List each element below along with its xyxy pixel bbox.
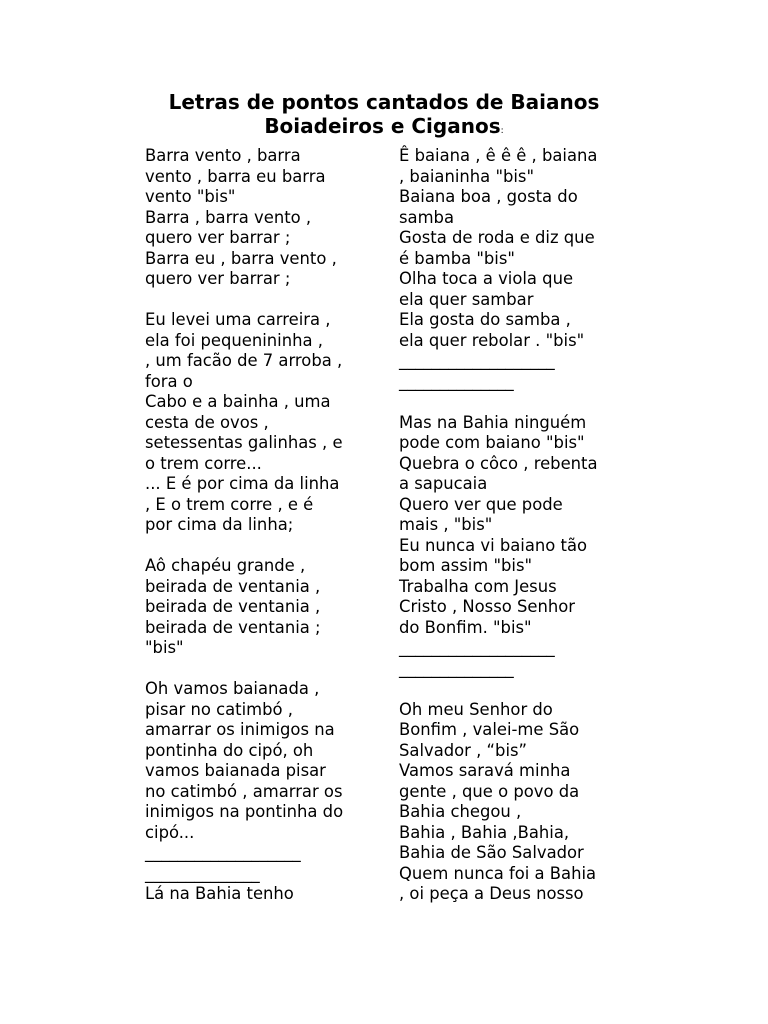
lyric-line <box>399 392 631 413</box>
lyric-line: samba <box>399 207 454 227</box>
lyric-line: Lá na Bahia tenho <box>145 884 294 903</box>
lyric-line: beirada de ventania , <box>145 597 321 616</box>
lyric-line: ___________________ <box>399 638 555 657</box>
lyric-line: ... E é por cima da linha <box>145 474 340 493</box>
lyric-line: Oh meu Senhor do <box>399 699 553 719</box>
lyric-line: pisar no catimbó , <box>145 699 293 719</box>
lyric-line: Gosta de roda e diz que <box>399 228 595 247</box>
lyric-line: Mas na Bahia ninguém <box>399 412 587 432</box>
lyric-line: Trabalha com Jesus <box>399 576 557 596</box>
left-lyrics-column <box>145 146 375 905</box>
lyric-line <box>145 290 375 311</box>
lyric-line: setessentas galinhas , e <box>145 433 343 452</box>
lyric-line: Bahia chegou , <box>399 802 522 821</box>
lyric-line: Barra eu , barra vento , <box>145 248 337 268</box>
lyric-line: beirada de ventania ; <box>145 617 321 637</box>
lyric-line: no catimbó , amarrar os <box>145 781 343 801</box>
document-title-text: Boiadeiros e Ciganos <box>264 114 501 138</box>
lyric-line: por cima da linha; <box>145 515 294 534</box>
lyric-line: ___________________ <box>145 843 301 862</box>
lyric-line: Ela gosta do samba , <box>399 310 571 329</box>
lyric-line: ___________________ <box>399 351 555 370</box>
lyric-line: Oh vamos baianada , <box>145 679 320 698</box>
lyric-line: Cabo e a bainha , uma <box>145 392 331 411</box>
lyric-line: vento , barra eu barra <box>145 166 326 186</box>
lyric-line <box>145 536 375 557</box>
lyric-line: , um facão de 7 arroba , <box>145 351 343 370</box>
lyric-line: Vamos saravá minha <box>399 761 571 780</box>
lyric-line: , oi peça a Deus nosso <box>399 884 584 903</box>
lyric-line: Quebra o côco , rebenta <box>399 453 598 473</box>
lyric-line: ela quer sambar <box>399 289 534 309</box>
lyric-line: Barra , barra vento , <box>145 207 312 227</box>
lyric-line: inimigos na pontinha do <box>145 802 344 821</box>
lyric-line: vento "bis" <box>145 187 236 206</box>
lyric-line <box>399 679 631 700</box>
lyric-line: Aô chapéu grande , <box>145 556 306 575</box>
lyric-line <box>145 659 375 680</box>
title-colon: : <box>500 126 504 136</box>
lyric-line: cipó... <box>145 822 195 842</box>
lyric-line: "bis" <box>145 638 184 657</box>
lyric-line: bom assim "bis" <box>399 556 533 575</box>
lyric-line: Olha toca a viola que <box>399 269 574 288</box>
lyric-line: ______________ <box>399 658 514 678</box>
lyric-line: , E o trem corre , e é <box>145 494 314 514</box>
lyric-line: Salvador , “bis” <box>399 740 528 760</box>
lyric-line: Eu levei uma carreira , <box>145 310 331 329</box>
lyric-line: quero ver barrar ; <box>145 228 291 247</box>
lyric-line: quero ver barrar ; <box>145 269 291 288</box>
lyric-line: ______________ <box>399 371 514 391</box>
lyric-line: cesta de ovos , <box>145 412 269 432</box>
lyric-line: mais , "bis" <box>399 515 493 534</box>
lyric-line: Bonfim , valei-me São <box>399 720 580 739</box>
lyric-line: Bahia , Bahia ,Bahia, <box>399 822 570 842</box>
lyric-line: amarrar os inimigos na <box>145 720 335 739</box>
lyric-line: ______________ <box>145 863 260 883</box>
document-title-line-2 <box>0 114 768 144</box>
lyric-line: , baianinha "bis" <box>399 166 535 186</box>
lyric-line: fora o <box>145 371 193 391</box>
document-title-line-1: Letras de pontos cantados de Baianos <box>168 90 600 114</box>
lyric-line: é bamba "bis" <box>399 248 515 268</box>
lyric-line: o trem corre... <box>145 453 262 473</box>
lyric-line: Cristo , Nosso Senhor <box>399 597 575 616</box>
lyric-line: beirada de ventania , <box>145 576 321 596</box>
lyric-line: ela foi pequenininha , <box>145 330 323 350</box>
lyric-line: do Bonfim. "bis" <box>399 617 532 637</box>
lyric-line: ela quer rebolar . "bis" <box>399 330 585 350</box>
right-lyrics-column <box>399 146 631 905</box>
lyric-line: Ê baiana , ê ê ê , baiana <box>399 146 598 165</box>
lyric-line: Eu nunca vi baiano tão <box>399 535 588 555</box>
lyric-line: Bahia de São Salvador <box>399 843 584 862</box>
lyric-line: Barra vento , barra <box>145 146 301 165</box>
lyric-line: Quero ver que pode <box>399 494 563 514</box>
lyric-line: pode com baiano "bis" <box>399 433 585 452</box>
lyric-line: pontinha do cipó, oh <box>145 740 314 760</box>
lyric-line: vamos baianada pisar <box>145 761 326 780</box>
lyric-line: gente , que o povo da <box>399 781 580 801</box>
lyric-line: Baiana boa , gosta do <box>399 187 578 206</box>
lyric-line: Quem nunca foi a Bahia <box>399 863 597 883</box>
lyric-line: a sapucaia <box>399 474 488 493</box>
